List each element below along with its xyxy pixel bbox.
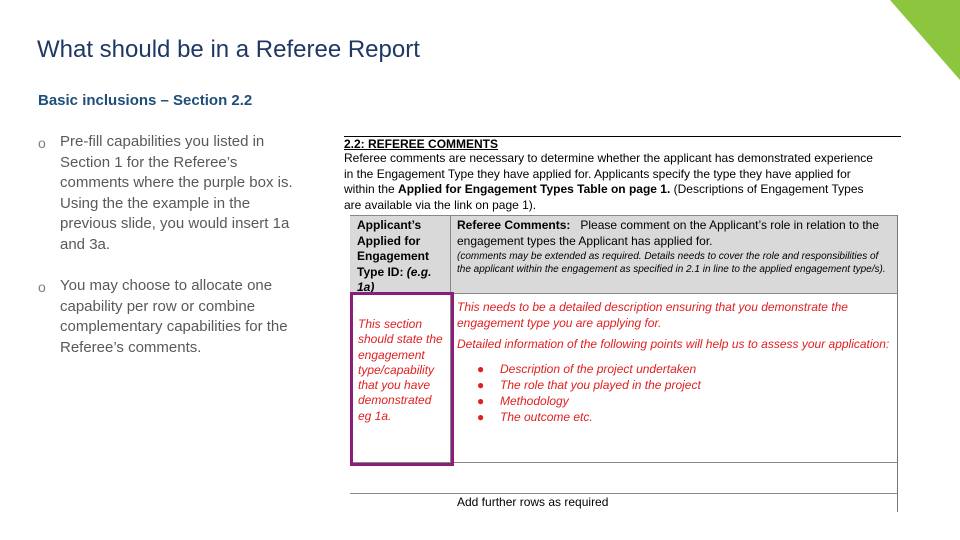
header-left-example: (e.g. 1a) bbox=[357, 264, 432, 294]
header-left-bold: Applicant’s Applied for Engagement Type ID: bbox=[357, 218, 430, 279]
table-border bbox=[897, 215, 898, 512]
bullet-dot: ● bbox=[477, 361, 485, 376]
intro-text-end: (Descriptions of Engagement Types are available via the link on page 1). bbox=[344, 182, 864, 212]
instruction-paragraph: This needs to be a detailed description ensuring that you demonstrate the engagement type you are applying for. bbox=[457, 300, 848, 330]
list-item-text: Methodology bbox=[500, 394, 569, 409]
list-item bbox=[457, 377, 893, 393]
list-item bbox=[457, 393, 893, 409]
list-item bbox=[457, 409, 893, 425]
header-right-note: (comments may be extended as required. Details needs to cover the role and responsibilities of the applicant within the engagement as specified in 2.1 in line to the applied engagement type/s). bbox=[457, 251, 886, 275]
bullet-dot: ● bbox=[477, 377, 485, 392]
add-rows-note: Add further rows as required bbox=[457, 495, 609, 509]
instruction-paragraph: Detailed information of the following points will help us to assess your application: bbox=[457, 337, 890, 351]
table-row-divider bbox=[350, 493, 898, 494]
header-applicant-type-id bbox=[357, 218, 449, 296]
header-referee-comments bbox=[457, 218, 893, 249]
referee-comments-table bbox=[350, 215, 898, 512]
bullet-dot: ● bbox=[477, 410, 485, 425]
doc-intro bbox=[344, 151, 879, 213]
intro-text: Referee comments are necessary to determine whether the applicant has demonstrated experience in the Engagement Type they have applied for. Applicants specify the type they have applied for within the bbox=[344, 151, 873, 196]
engagement-type-instruction: This section should state the engagement type/capability that you have demonstrated eg 1a. bbox=[358, 317, 443, 423]
referee-comment-instructions bbox=[457, 300, 893, 426]
header-right-text: Please comment on the Applicant’s role in relation to the engagement types the Applicant has applied for. bbox=[457, 218, 880, 248]
doc-heading: 2.2: REFEREE COMMENTS bbox=[344, 137, 499, 151]
instruction-list bbox=[457, 361, 893, 426]
bullet-text: Pre-fill capabilities you listed in Section 1 for the Referee’s comments where the purple box is. Using the the example in the previous slide, you would insert 1a and 3a. bbox=[60, 133, 293, 253]
document-excerpt bbox=[344, 136, 902, 512]
bullet-item bbox=[38, 132, 308, 255]
bullet-marker: o bbox=[38, 135, 46, 151]
header-right-bold: Referee Comments: bbox=[457, 218, 571, 232]
intro-bold-text: Applied for Engagement Types Table on page 1. bbox=[398, 182, 671, 196]
list-item-text: The role that you played in the project bbox=[500, 377, 701, 392]
slide-subtitle: Basic inclusions – Section 2.2 bbox=[38, 92, 253, 109]
list-item bbox=[457, 361, 893, 377]
bullet-list bbox=[38, 132, 308, 379]
bullet-marker: o bbox=[38, 279, 46, 295]
slide-title: What should be in a Referee Report bbox=[37, 36, 420, 63]
bullet-text: You may choose to allocate one capability per row or combine complementary capabilities for the Referee’s comments. bbox=[60, 277, 288, 356]
bullet-item bbox=[38, 276, 308, 358]
corner-accent-triangle bbox=[890, 0, 960, 80]
list-item-text: The outcome etc. bbox=[500, 410, 593, 425]
list-item-text: Description of the project undertaken bbox=[500, 361, 697, 376]
table-border bbox=[350, 215, 898, 216]
bullet-dot: ● bbox=[477, 394, 485, 409]
